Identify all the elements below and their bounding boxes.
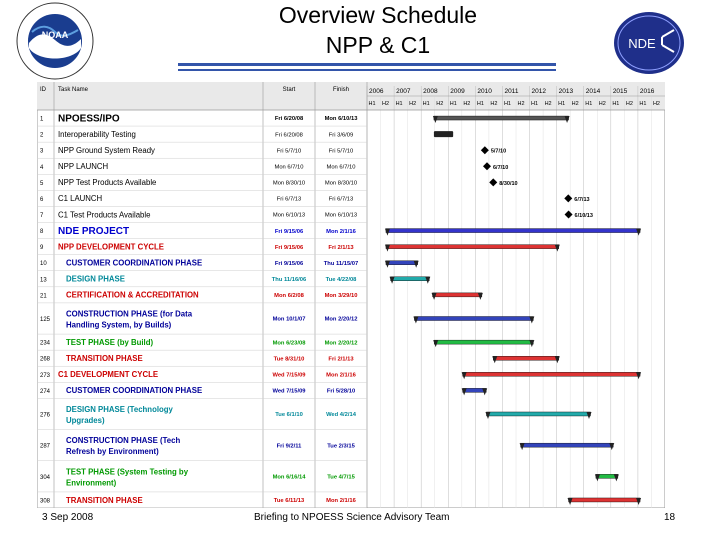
task-name: Handling System, by Builds) <box>66 320 172 330</box>
task-bar <box>434 116 569 120</box>
task-name: DESIGN PHASE <box>66 274 125 284</box>
half-label: H1 <box>422 101 430 107</box>
task-finish: Mon 6/7/10 <box>326 164 356 171</box>
task-id: 125 <box>40 316 51 323</box>
half-label: H2 <box>409 101 417 107</box>
task-start: Tue 6/1/10 <box>275 412 303 419</box>
year-label: 2010 <box>477 88 492 95</box>
task-finish: Mon 6/10/13 <box>324 212 358 219</box>
year-label: 2016 <box>639 88 655 95</box>
half-label: H1 <box>395 101 403 107</box>
task-bar <box>414 316 533 320</box>
task-start: Mon 6/23/08 <box>272 340 306 347</box>
header-finish: Finish <box>332 87 350 93</box>
noaa-logo <box>16 2 94 80</box>
half-label: H1 <box>503 101 511 107</box>
task-start: Mon 6/10/13 <box>272 212 306 219</box>
task-id: 304 <box>40 474 51 481</box>
task-name: Interoperability Testing <box>58 129 136 139</box>
task-finish: Thu 11/15/07 <box>323 260 359 267</box>
task-id: 274 <box>40 388 51 395</box>
half-label: H1 <box>476 101 484 107</box>
year-label: 2009 <box>450 88 465 95</box>
task-name: CUSTOMER COORDINATION PHASE <box>66 386 203 396</box>
milestone-label: 6/10/13 <box>574 212 593 219</box>
task-start: Fri 6/7/13 <box>276 196 302 203</box>
task-finish: Fri 3/6/09 <box>328 132 354 139</box>
task-finish: Fri 5/28/10 <box>326 388 356 395</box>
task-name: TRANSITION PHASE <box>66 354 143 364</box>
year-label: 2011 <box>504 88 519 95</box>
task-finish: Mon 2/1/16 <box>326 228 356 235</box>
task-id: 4 <box>40 164 44 171</box>
task-start: Mon 8/30/10 <box>272 180 306 187</box>
task-start: Tue 8/31/10 <box>273 356 305 363</box>
task-id: 308 <box>40 498 51 505</box>
year-label: 2006 <box>369 88 384 95</box>
footer-date: 3 Sep 2008 <box>42 512 94 523</box>
task-bar <box>521 443 614 447</box>
task-id: 7 <box>40 212 44 219</box>
half-label: H1 <box>585 101 593 107</box>
task-finish: Fri 2/1/13 <box>328 356 354 363</box>
half-label: H1 <box>368 101 376 107</box>
task-bar <box>433 293 482 297</box>
half-label: H1 <box>612 101 620 107</box>
half-label: H2 <box>544 101 552 107</box>
task-start: Mon 6/16/14 <box>272 474 306 481</box>
slide-title <box>180 0 576 60</box>
half-label: H2 <box>571 101 579 107</box>
task-id: 1 <box>40 116 44 123</box>
task-bar <box>463 372 640 376</box>
task-bar <box>386 261 418 265</box>
milestone-label: 8/30/10 <box>499 180 518 187</box>
task-id: 10 <box>40 261 47 268</box>
footer-center: Briefing to NPOESS Science Advisory Team <box>254 512 450 523</box>
task-name: NDE PROJECT <box>58 226 130 238</box>
task-finish: Fri 5/7/10 <box>328 148 354 155</box>
year-label: 2008 <box>423 88 438 95</box>
task-start: Fri 9/15/06 <box>274 260 304 267</box>
task-id: 5 <box>40 180 44 187</box>
noaa-logo-text: NOAA <box>41 30 69 40</box>
title-rule-bottom <box>178 69 556 71</box>
task-id: 287 <box>40 443 51 450</box>
task-name: C1 DEVELOPMENT CYCLE <box>58 370 159 380</box>
title-line-2: NPP & C1 <box>325 32 431 58</box>
task-finish: Mon 8/30/10 <box>324 180 358 187</box>
half-label: H2 <box>652 101 660 107</box>
task-id: 6 <box>40 196 44 203</box>
task-bar <box>569 498 641 502</box>
task-start: Fri 9/15/06 <box>274 228 304 235</box>
task-id: 268 <box>40 356 51 363</box>
task-name: C1 LAUNCH <box>58 194 103 204</box>
task-bar <box>391 277 430 281</box>
year-label: 2013 <box>558 88 574 95</box>
title-rule-top <box>178 63 556 66</box>
task-name: C1 Test Products Available <box>58 210 151 220</box>
task-name: Environment) <box>66 478 117 488</box>
half-label: H2 <box>625 101 633 107</box>
half-label: H2 <box>463 101 471 107</box>
half-label: H2 <box>436 101 444 107</box>
task-start: Fri 9/15/06 <box>274 244 304 251</box>
task-bar <box>434 131 453 137</box>
task-finish: Mon 2/20/12 <box>324 340 358 347</box>
task-start: Fri 5/7/10 <box>276 148 302 155</box>
task-name: CUSTOMER COORDINATION PHASE <box>66 258 203 268</box>
task-start: Thu 11/16/06 <box>271 276 307 283</box>
task-id: 13 <box>40 277 47 284</box>
title-line-1: Overview Schedule <box>278 2 478 28</box>
half-label: H1 <box>531 101 539 107</box>
task-finish: Fri 2/1/13 <box>328 244 354 251</box>
task-bar <box>386 245 559 249</box>
task-id: 21 <box>40 293 47 300</box>
half-label: H2 <box>382 101 390 107</box>
nde-logo <box>612 10 686 76</box>
year-label: 2007 <box>396 88 411 95</box>
task-start: Fri 6/20/08 <box>275 132 303 139</box>
task-start: Wed 7/15/09 <box>272 388 306 395</box>
year-label: 2012 <box>531 88 547 95</box>
task-id: 8 <box>40 229 44 236</box>
task-name: CERTIFICATION & ACCREDITATION <box>66 290 199 300</box>
task-finish: Mon 2/1/16 <box>326 372 356 379</box>
task-name: NPP Test Products Available <box>58 178 157 188</box>
task-start: Fri 6/20/08 <box>274 116 304 123</box>
task-start: Tue 6/11/13 <box>273 498 305 505</box>
nde-logo-text: NDE <box>628 36 656 51</box>
milestone-label: 5/7/10 <box>490 148 507 155</box>
task-finish: Fri 6/7/13 <box>328 196 354 203</box>
task-name: Upgrades) <box>66 415 105 425</box>
task-name: NPP DEVELOPMENT CYCLE <box>58 242 164 252</box>
task-finish: Tue 4/22/08 <box>325 276 357 283</box>
task-id: 9 <box>40 245 44 252</box>
task-finish: Mon 6/10/13 <box>324 116 358 123</box>
year-label: 2015 <box>612 88 628 95</box>
task-finish: Tue 2/3/15 <box>327 443 355 450</box>
task-start: Mon 10/1/07 <box>272 316 306 323</box>
task-start: Wed 7/15/09 <box>272 372 306 379</box>
task-start: Mon 6/7/10 <box>274 164 304 171</box>
half-label: H1 <box>639 101 647 107</box>
half-label: H1 <box>558 101 566 107</box>
task-name: TRANSITION PHASE <box>66 495 143 505</box>
gantt-chart <box>37 82 665 508</box>
task-name: CONSTRUCTION PHASE (for Data <box>66 309 193 319</box>
half-label: H2 <box>598 101 606 107</box>
milestone-label: 6/7/13 <box>574 196 590 203</box>
task-name: TEST PHASE (System Testing by <box>66 467 189 477</box>
header-start: Start <box>282 87 296 93</box>
task-bar <box>493 356 559 360</box>
task-finish: Mon 3/29/10 <box>324 293 358 300</box>
header-id: ID <box>40 87 46 93</box>
task-id: 234 <box>40 340 51 347</box>
task-finish: Tue 4/7/15 <box>327 474 355 481</box>
task-bar <box>386 229 640 233</box>
task-id: 276 <box>40 412 51 419</box>
half-label: H2 <box>490 101 498 107</box>
task-name: NPOESS/IPO <box>58 113 120 125</box>
task-id: 273 <box>40 372 51 379</box>
milestone-label: 6/7/10 <box>493 164 509 171</box>
page-number: 18 <box>664 512 676 523</box>
header-task-name: Task Name <box>58 87 89 93</box>
task-id: 2 <box>40 132 44 139</box>
task-finish: Mon 2/20/12 <box>324 316 358 323</box>
task-finish: Mon 2/1/16 <box>326 498 356 505</box>
task-id: 3 <box>40 148 44 155</box>
task-bar <box>434 340 533 344</box>
year-label: 2014 <box>585 88 601 95</box>
task-finish: Wed 4/2/14 <box>326 412 356 419</box>
task-name: NPP LAUNCH <box>58 162 109 172</box>
half-label: H2 <box>517 101 525 107</box>
task-name: CONSTRUCTION PHASE (Tech <box>66 436 181 446</box>
task-name: DESIGN PHASE (Technology <box>66 404 173 414</box>
task-name: NPP Ground System Ready <box>58 145 155 155</box>
task-start: Fri 9/2/11 <box>276 443 302 450</box>
half-label: H1 <box>449 101 457 107</box>
task-name: Refresh by Environment) <box>66 447 159 457</box>
task-start: Mon 6/2/08 <box>274 293 304 300</box>
task-bar <box>486 412 590 416</box>
task-name: TEST PHASE (by Build) <box>66 337 154 347</box>
